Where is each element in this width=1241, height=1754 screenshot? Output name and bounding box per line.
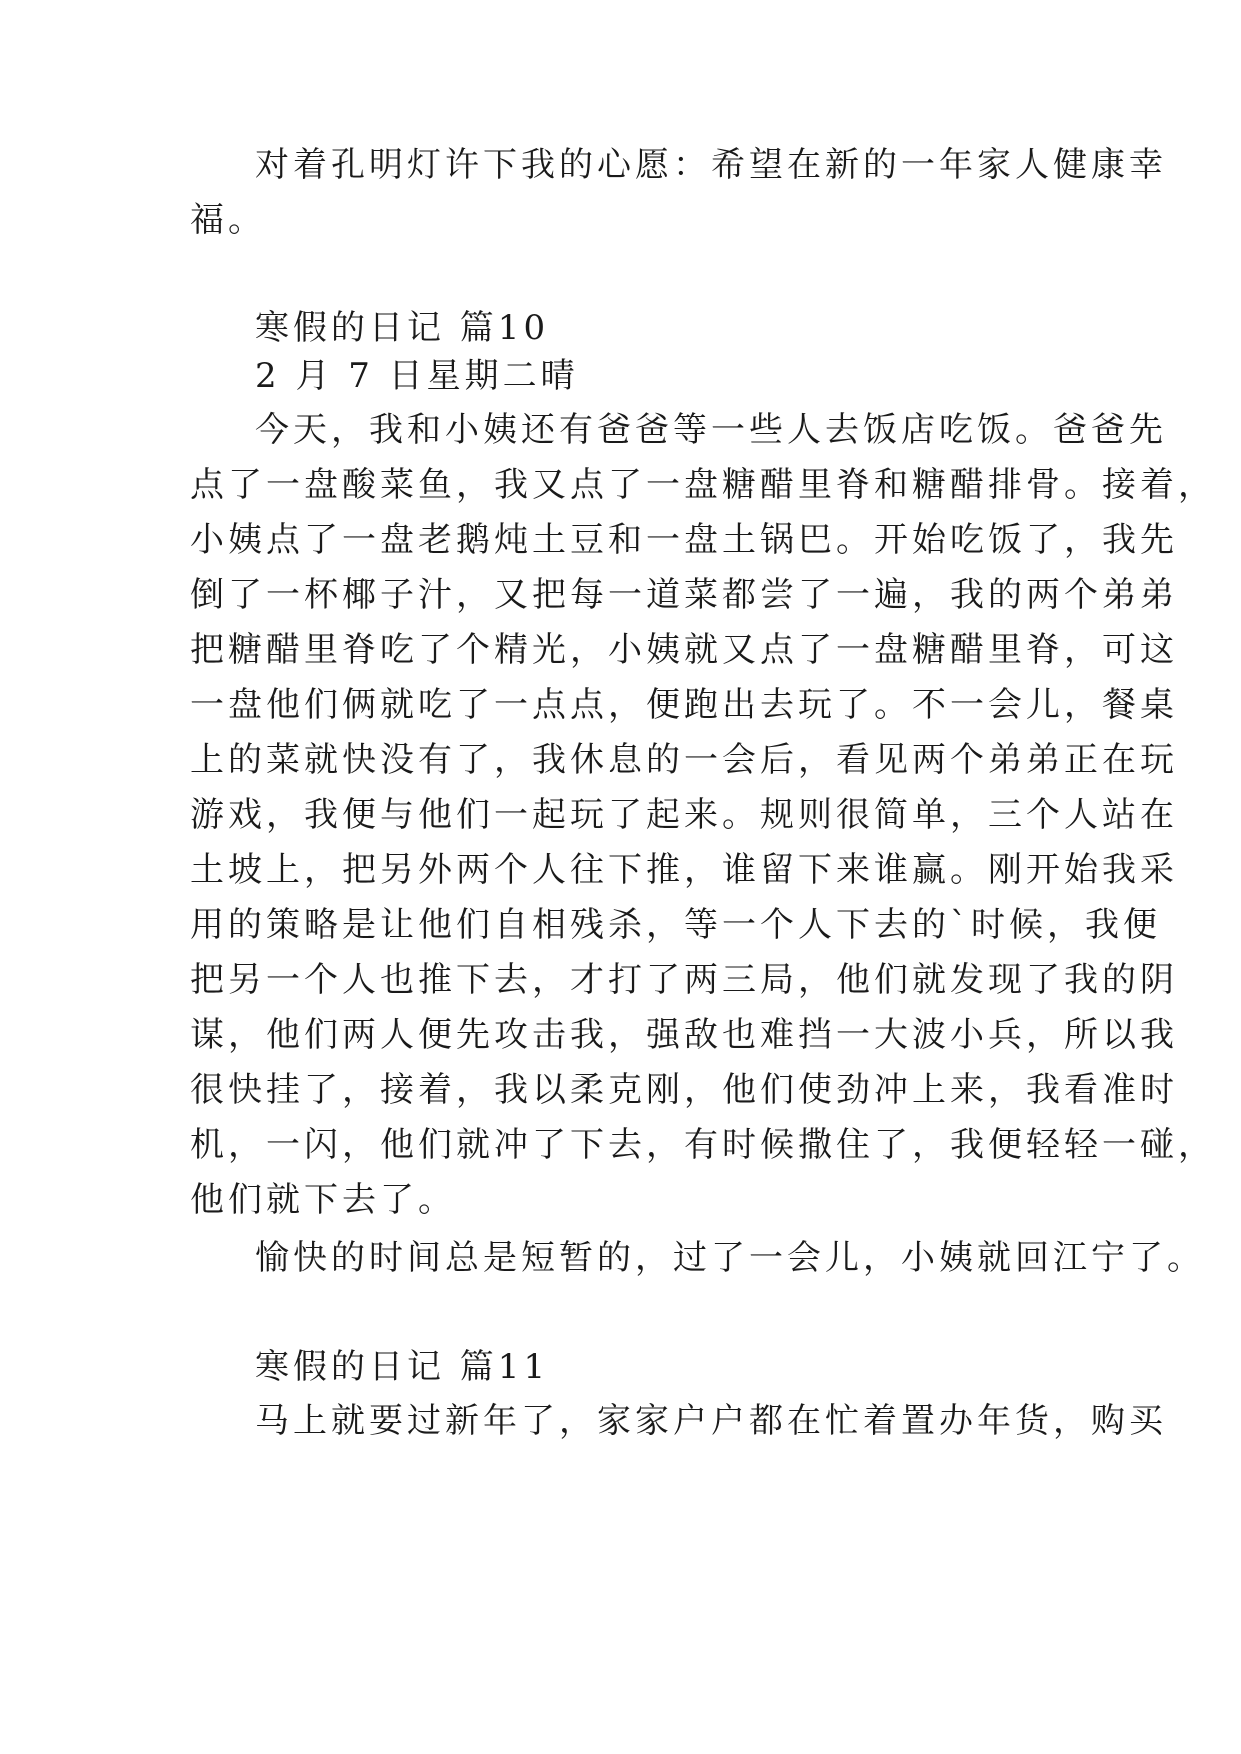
paragraph-line: 机，一闪，他们就冲了下去，有时候撒住了，我便轻轻一碰， [190,1125,1216,1165]
paragraph-line: 对着孔明灯许下我的心愿：希望在新的一年家人健康幸 [255,145,1167,185]
paragraph-line: 把糖醋里脊吃了个精光，小姨就又点了一盘糖醋里脊，可这 [190,630,1178,670]
section-heading: 寒假的日记 篇10 [255,308,550,348]
paragraph-line: 一盘他们俩就吃了一点点，便跑出去玩了。不一会儿，餐桌 [190,685,1178,725]
paragraph-line: 福。 [190,200,266,240]
paragraph-line: 用的策略是让他们自相残杀，等一个人下去的`时候，我便 [190,905,1161,945]
diary-date: 2 月 7 日星期二晴 [255,356,579,396]
section-heading: 寒假的日记 篇11 [255,1347,550,1387]
paragraph-line: 小姨点了一盘老鹅炖土豆和一盘土锅巴。开始吃饭了，我先 [190,520,1178,560]
paragraph-line: 马上就要过新年了，家家户户都在忙着置办年货，购买 [255,1401,1167,1441]
paragraph-line: 上的菜就快没有了，我休息的一会后，看见两个弟弟正在玩 [190,740,1178,780]
paragraph-line: 今天，我和小姨还有爸爸等一些人去饭店吃饭。爸爸先 [255,410,1167,450]
paragraph-line: 土坡上，把另外两个人往下推，谁留下来谁赢。刚开始我采 [190,850,1178,890]
paragraph-line: 谋，他们两人便先攻击我，强敌也难挡一大波小兵，所以我 [190,1015,1178,1055]
paragraph-line: 很快挂了，接着，我以柔克刚，他们使劲冲上来，我看准时 [190,1070,1178,1110]
paragraph-line: 他们就下去了。 [190,1180,456,1220]
paragraph-line: 点了一盘酸菜鱼，我又点了一盘糖醋里脊和糖醋排骨。接着， [190,465,1216,505]
paragraph-line: 把另一个人也推下去，才打了两三局，他们就发现了我的阴 [190,960,1178,1000]
paragraph-line: 愉快的时间总是短暂的，过了一会儿，小姨就回江宁了。 [255,1238,1205,1278]
paragraph-line: 游戏，我便与他们一起玩了起来。规则很简单，三个人站在 [190,795,1178,835]
paragraph-line: 倒了一杯椰子汁，又把每一道菜都尝了一遍，我的两个弟弟 [190,575,1178,615]
